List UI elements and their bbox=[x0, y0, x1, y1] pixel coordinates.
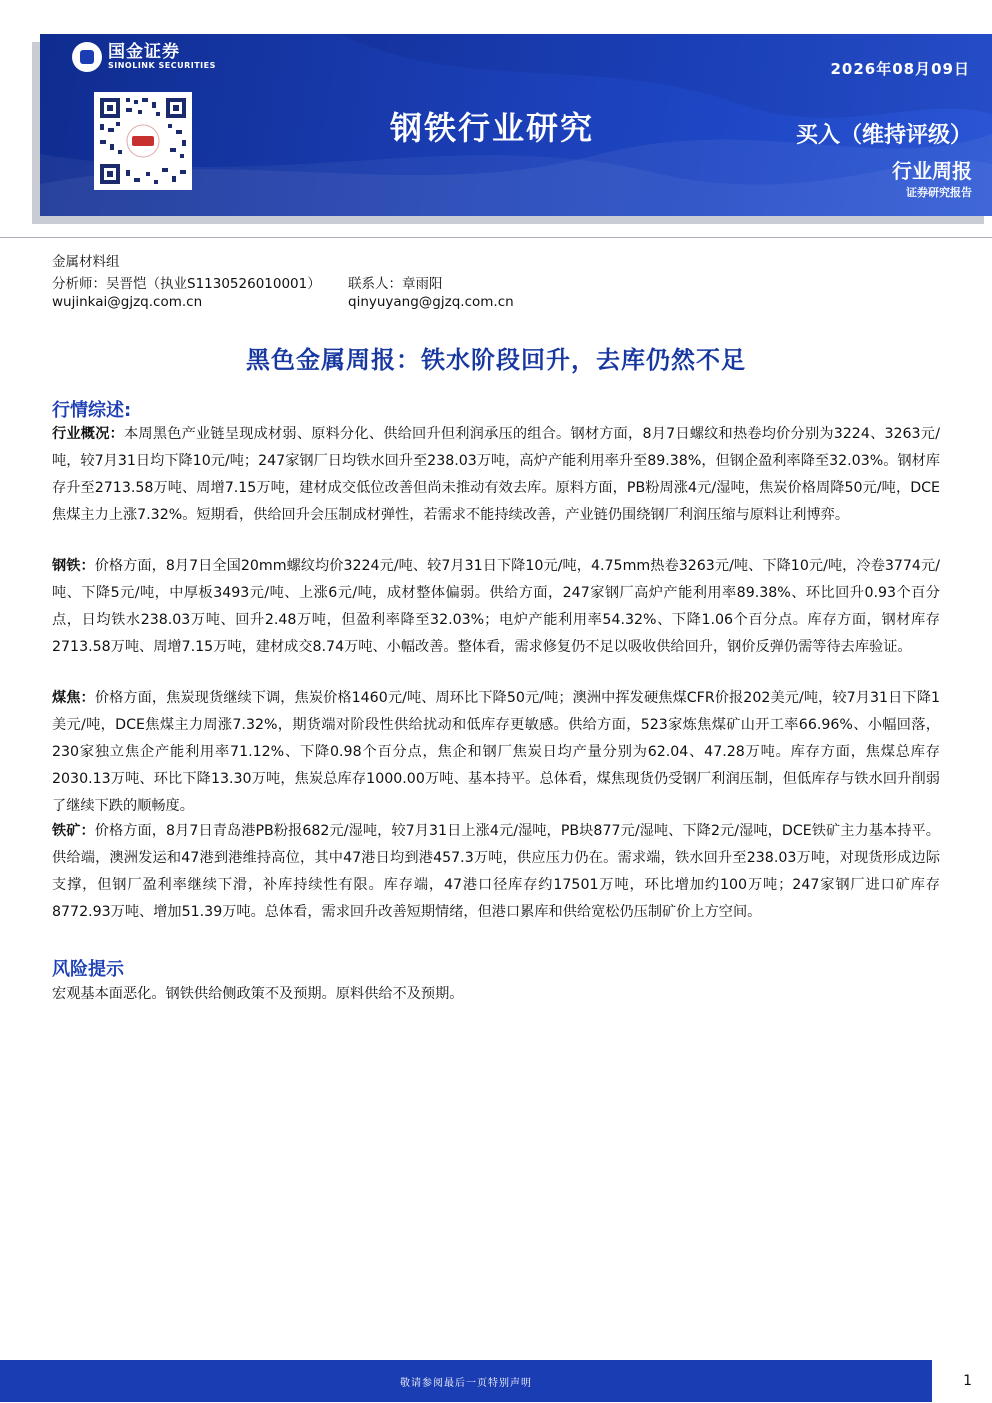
logo-icon bbox=[72, 42, 102, 72]
logo-name-cn: 国金证券 bbox=[108, 42, 180, 62]
logo-name-en: SINOLINK SECURITIES bbox=[108, 61, 216, 70]
paragraph-industry bbox=[52, 421, 940, 529]
analyst-email[interactable]: wujinkai@gjzq.com.cn bbox=[52, 294, 203, 310]
section-title-market: 行情综述: bbox=[52, 400, 132, 421]
page-number: 1 bbox=[963, 1373, 972, 1389]
qr-code bbox=[94, 92, 192, 190]
paragraph-steel bbox=[52, 553, 940, 661]
paragraph-label: 铁矿： bbox=[52, 823, 95, 839]
report-type: 行业周报 bbox=[892, 159, 972, 183]
analyst-line: 分析师：吴晋恺（执业S1130526010001） bbox=[52, 276, 321, 292]
paragraph-label: 行业概况： bbox=[52, 426, 125, 442]
paragraph-iron-ore bbox=[52, 818, 940, 926]
paragraph-text: 本周黑色产业链呈现成材弱、原料分化、供给回升但利润承压的组合。钢材方面，8月7日螺纹和热卷均价分别为3224、3263元/吨，较7月31日均下降10元/吨；247家钢厂日均铁水回升至238.03万吨，高炉产能利用率升至89.38%，但钢企盈利率降至32.03%。钢材库存升至2713.58万吨、周增7.15万吨，建材成交低位改善但尚未推动有效去库。原料方面，PB粉周涨4元/湿吨，焦炭价格周降50元/吨，DCE焦煤主力上涨7.32%。短期看，供给回升会压制成材弹性，若需求不能持续改善，产业链仍围绕钢厂利润压缩与原料让利博弈。 bbox=[52, 426, 940, 523]
paragraph-text: 价格方面，8月7日全国20mm螺纹均价3224元/吨、较7月31日下降10元/吨，4.75mm热卷3263元/吨、下降10元/吨，冷卷3774元/吨、下降5元/吨，中厚板3493元/吨、上涨6元/吨，成材整体偏弱。供给方面，247家钢厂高炉产能利用率89.38%、环比回升0.93个百分点，日均铁水238.03万吨、回升2.48万吨，但盈利率降至32.03%；电炉产能利用率54.32%、下降1.06个百分点。库存方面，钢材库存2713.58万吨、周增7.15万吨，建材成交8.74万吨、小幅改善。整体看，需求修复仍不足以吸收供给回升，钢价反弹仍需等待去库验证。 bbox=[52, 558, 940, 655]
section-title-risk: 风险提示 bbox=[52, 959, 124, 980]
company-logo bbox=[72, 42, 216, 72]
contact-line: 联系人：章雨阳 bbox=[348, 276, 443, 292]
paragraph-text: 价格方面，焦炭现货继续下调，焦炭价格1460元/吨、周环比下降50元/吨；澳洲中挥发硬焦煤CFR价报202美元/吨，较7月31日下降1美元/吨，DCE焦煤主力周涨7.32%，期货端对阶段性供给扰动和低库存更敏感。供给方面，523家炼焦煤矿山开工率66.96%、小幅回落，230家独立焦企产能利用率71.12%、下降0.98个百分点，焦企和钢厂焦炭日均产量分别为62.04、47.28万吨。库存方面，焦煤总库存2030.13万吨、环比下降13.30万吨，焦炭总库存1000.00万吨、基本持平。总体看，煤焦现货仍受钢厂利润压制，但低库存与铁水回升削弱了继续下跌的顺畅度。 bbox=[52, 690, 940, 814]
document-title: 黑色金属周报：铁水阶段回升，去库仍然不足 bbox=[246, 346, 746, 374]
paragraph-text: 价格方面，8月7日青岛港PB粉报682元/湿吨，较7月31日上涨4元/湿吨，PB块877元/湿吨、下降2元/湿吨，DCE铁矿主力基本持平。供给端，澳洲发运和47港到港维持高位，其中47港日均到港457.3万吨，供应压力仍在。需求端，铁水回升至238.03万吨，对现货形成边际支撑，但钢厂盈利率继续下滑，补库持续性有限。库存端，47港口径库存约17501万吨，环比增加约100万吨；247家钢厂进口矿库存8772.93万吨、增加51.39万吨。总体看，需求回升改善短期情绪，但港口累库和供给宽松仍压制矿价上方空间。 bbox=[52, 823, 940, 920]
footer-disclaimer[interactable]: 敬请参阅最后一页特别声明 bbox=[400, 1378, 532, 1389]
contact-email[interactable]: qinyuyang@gjzq.com.cn bbox=[348, 294, 514, 310]
report-date: 2026年08月09日 bbox=[830, 60, 970, 78]
risk-text: 宏观基本面恶化。钢铁供给侧政策不及预期。原料供给不及预期。 bbox=[52, 986, 464, 1002]
rating-label: 买入（维持评级） bbox=[795, 123, 972, 148]
qr-code-icon bbox=[94, 92, 192, 190]
paragraph-label: 煤焦： bbox=[52, 690, 95, 706]
divider bbox=[0, 237, 992, 238]
report-title: 钢铁行业研究 bbox=[390, 109, 595, 147]
report-subtype: 证券研究报告 bbox=[906, 186, 972, 199]
analyst-group: 金属材料组 bbox=[52, 254, 120, 270]
paragraph-coal-coke bbox=[52, 685, 940, 820]
paragraph-label: 钢铁： bbox=[52, 558, 95, 574]
